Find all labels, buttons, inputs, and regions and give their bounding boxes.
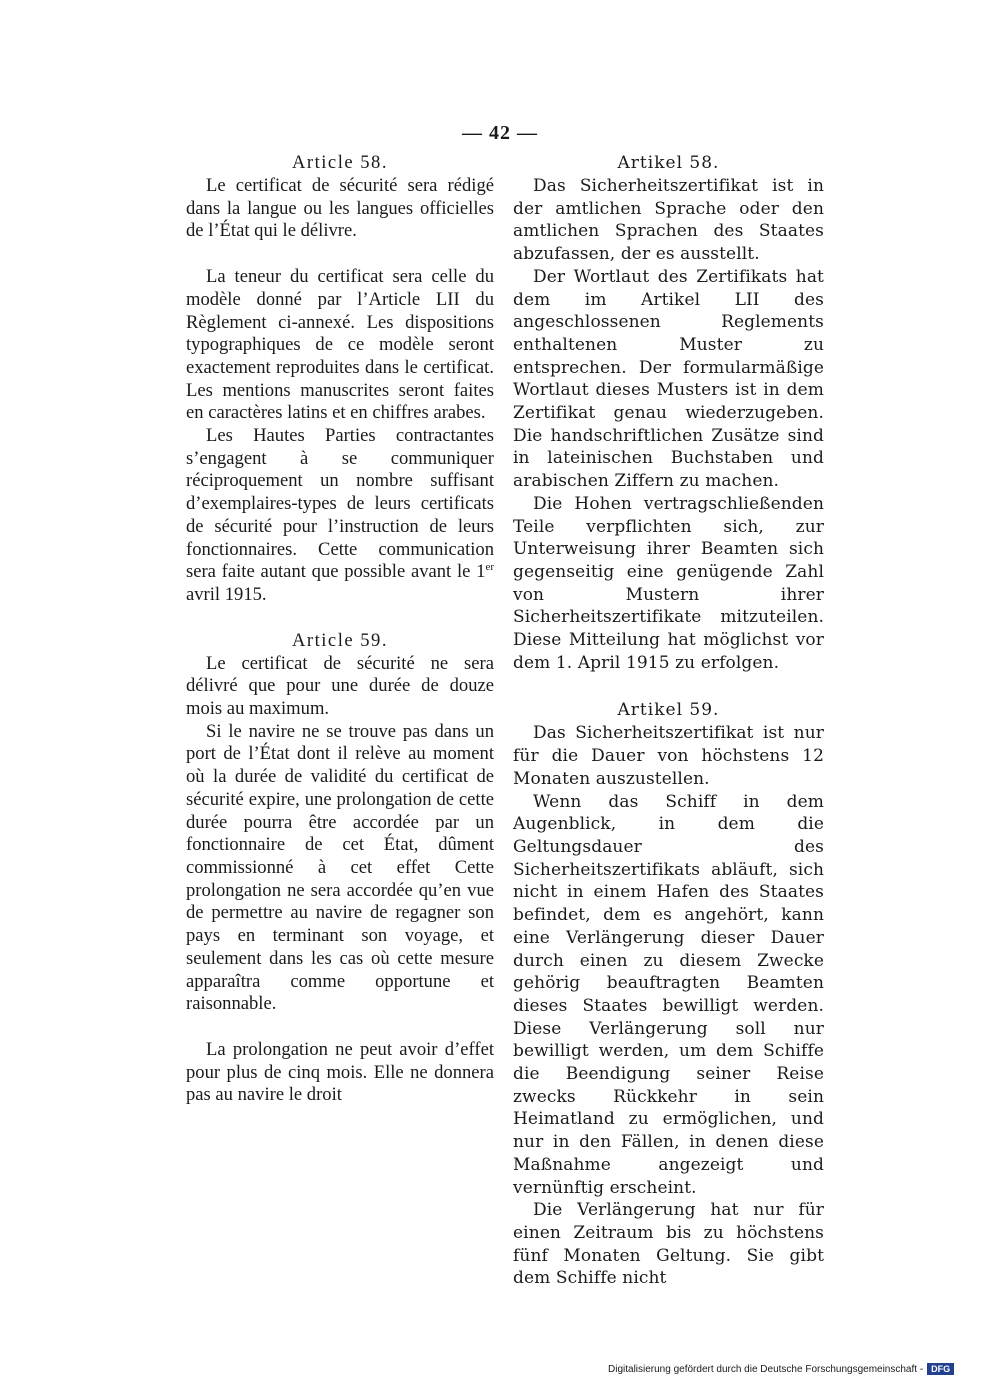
article-59-paragraph-3-de: Die Verlängerung hat nur für einen Zeitraum bis zu höchstens fünf Monaten Geltung. Sie gibt dem Schiffe nicht — [513, 1200, 824, 1289]
article-58-paragraph-3-de: Die Hohen vertragschließenden Teile verpflichten sich, zur Unterweisung ihrer Beamten sich gegenseitig eine genügende Zahl von Mustern ihrer Sicherheitszertifikate mitzuteilen. Diese Mitteilung hat möglichst vor dem 1. April 1915 zu erfolgen. — [513, 493, 824, 673]
article-59-paragraph-1-fr: Le certificat de sécurité ne sera délivré que pour une durée de douze mois au maximum. — [186, 652, 494, 720]
article-58-paragraph-2-de: Der Wortlaut des Zertifikats hat dem im Artikel LII des angeschlossenen Reglements enthaltenen Muster zu entsprechen. Der formularmäßige Wortlaut dieses Musters ist in dem Zertifikat genau wiederzugeben. Die handschriftlichen Zusätze sind in lateinischen Buchstaben und arabischen Ziffern zu machen. — [513, 266, 824, 492]
article-59-paragraph-2-fr: Si le navire ne se trouve pas dans un port de l’État dont il relève au moment où la durée de validité du certificat de sécurité expire, une prolongation de cette durée pourra être accordée par un fonctionnaire de cet État, dûment commissionné à cet effet Cette prolongation ne sera accordée qu’en vue de permettre au navire de regagner son pays en terminant son voyage, et seulement dans les cas où cette mesure apparaîtra comme opportune et raisonnable. — [186, 720, 494, 1015]
article-58-paragraph-1-fr: Le certificat de sécurité sera rédigé dans la langue ou les langues officielles de l’État qui le délivre. — [186, 175, 494, 242]
article-59-paragraph-3-fr: La prolongation ne peut avoir d’effet pour plus de cinq mois. Elle ne donnera pas au navire le droit — [186, 1038, 494, 1106]
article-58-paragraph-3-fr — [186, 425, 494, 607]
article-58-title-fr: Article 58. — [291, 152, 388, 173]
digitization-footer — [608, 1363, 998, 1375]
french-column — [186, 152, 494, 1107]
page-number: — 42 — — [462, 122, 538, 144]
article-58-title-de: Artikel 58. — [617, 153, 720, 173]
article-58-paragraph-2-fr: La teneur du certificat sera celle du modèle donné par l’Article LII du Règlement ci-annexé. Les dispositions typographiques de ce modèle seront exactement reproduites dans le certificat. Les mentions manuscrites seront faites en caractères latins et en chiffres arabes. — [186, 266, 494, 424]
footer-text: Digitalisierung gefördert durch die Deutsche Forschungsgemeinschaft - — [608, 1364, 924, 1375]
article-59-paragraph-2-de: Wenn das Schiff in dem Augenblick, in dem die Geltungsdauer des Sicherheitszertifikats abläuft, sich nicht in einem Hafen des Staates befindet, dem es angehört, kann eine Verlängerung dieser Dauer durch einen zu diesem Zwecke gehörig beauftragten Beamten dieses Staates bewilligt werden. Diese Verlängerung soll nur bewilligt werden, um dem Schiffe die Beendigung seiner Reise zwecks Rückkehr in sein Heimatland zu ermöglichen, und nur in den Fällen, in denen diese Maßnahme angezeigt und vernünftig erscheint. — [513, 791, 824, 1198]
article-58-paragraph-3-fr-text: Les Hautes Parties contractantes s’engagent à se communiquer réciproquement un nombre suffisant d’exemplaires-types de leurs certificats de sécurité pour l’instruction de leurs fonctionnaires. Cette communication sera faite autant que possible avant le 1 — [186, 425, 494, 583]
article-59-title-fr: Article 59. — [291, 629, 388, 651]
article-59-title-de: Artikel 59. — [617, 700, 720, 721]
article-58-paragraph-1-de: Das Sicherheitszertifikat ist in der amtlichen Sprache oder den amtlichen Sprachen des Staates abzufassen, der es ausstellt. — [513, 176, 824, 265]
german-column — [513, 152, 824, 1290]
ordinal-superscript: er — [485, 561, 494, 574]
article-59-paragraph-1-de: Das Sicherheitszertifikat ist nur für die Dauer von höchstens 12 Monaten auszustellen. — [513, 723, 824, 789]
dfg-logo: DFG — [927, 1363, 954, 1375]
article-58-paragraph-3-fr-end: avril 1915. — [186, 583, 267, 605]
